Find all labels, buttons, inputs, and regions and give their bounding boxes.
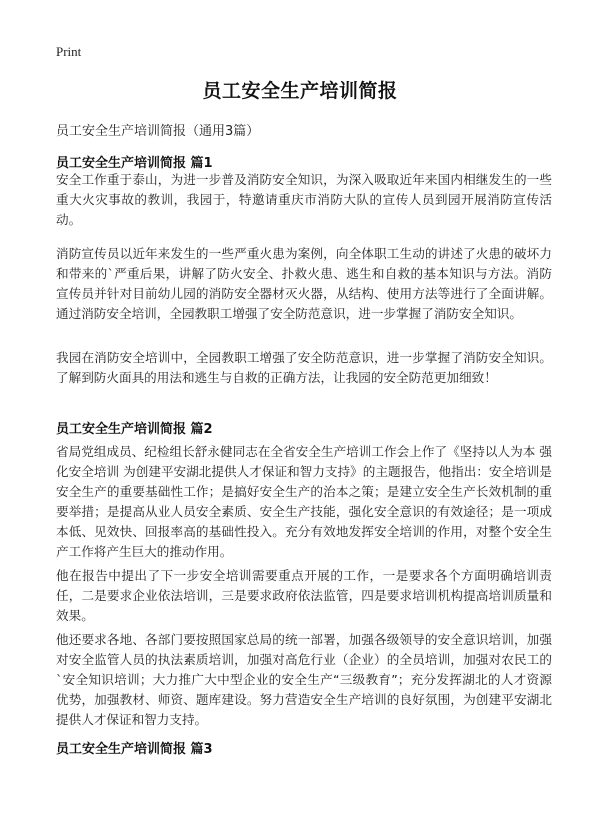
section-1-paragraph-3: 我园在消防安全培训中，全园教职工增强了安全防范意识，进一步掌握了消防安全知识。了解到防火面具的用法和逃生与自救的正确方法，让我园的安全防范更加细致！ — [56, 350, 552, 385]
section-2-paragraph-3: 他还要求各地、各部门要按照国家总局的统一部署，加强各级领导的安全意识培训，加强对安全监管人员的执法素质培训，加强对高危行业（企业）的全员培训，加强对农民工的`安全知识培训；大力推广大中型企业的安全生产“三级教育”；充分发挥湖北的人才资源优势，加强教材、师资、题库建设。努力营造安全生产培训的良好氛围，为创建平安湖北提供人才保证和智力支持。 — [56, 632, 552, 727]
section-heading-2: 员工安全生产培训简报 篇2 — [56, 422, 213, 437]
print-link[interactable]: Print — [56, 44, 82, 59]
section-2-paragraph-1: 省局党组成员、纪检组长舒永健同志在全省安全生产培训工作会上作了《坚持以人为本 强化安全培训 为创建平安湖北提供人才保证和智力支持》的主题报告，他指出：安全培训是安全生产的重要基础性工作；是搞好安全生产的治本之策；是建立安全生产长效机制的重要举措；是提高从业人员安全素质、安全生产技能，强化安全意识的有效途径；是一项成本低、见效快、回报率高的基础性投入。充分有效地发挥安全培训的作用，对整个安全生产工作将产生巨大的推动作用。 — [56, 444, 552, 559]
document-subtitle: 员工安全生产培训简报（通用3篇） — [56, 124, 260, 139]
section-2-paragraph-2: 他在报告中提出了下一步安全培训需要重点开展的工作，一是要求各个方面明确培训责任，二是要求企业依法培训，三是要求政府依法监管，四是要求培训机构提高培训质量和效果。 — [56, 568, 552, 623]
section-heading-1: 员工安全生产培训简报 篇1 — [56, 156, 213, 171]
section-heading-3: 员工安全生产培训简报 篇3 — [56, 742, 213, 757]
section-1-paragraph-1: 安全工作重于泰山，为进一步普及消防安全知识，为深入吸取近年来国内相继发生的一些重大火灾事故的教训，我园于，特邀请重庆市消防大队的宣传人员到园开展消防宣传活动。 — [56, 172, 552, 227]
page-title: 员工安全生产培训简报 — [202, 80, 398, 102]
section-1-paragraph-2: 消防宣传员以近年来发生的一些严重火患为案例，向全体职工生动的讲述了火患的破坏力和带来的`严重后果，讲解了防火安全、扑救火患、逃生和自救的基本知识与方法。消防宣传员并针对目前幼儿园的消防安全器材灭火器，从结构、使用方法等进行了全面讲解。通过消防安全培训，全园教职工增强了安全防范意识，进一步掌握了消防安全知识。 — [56, 246, 552, 321]
